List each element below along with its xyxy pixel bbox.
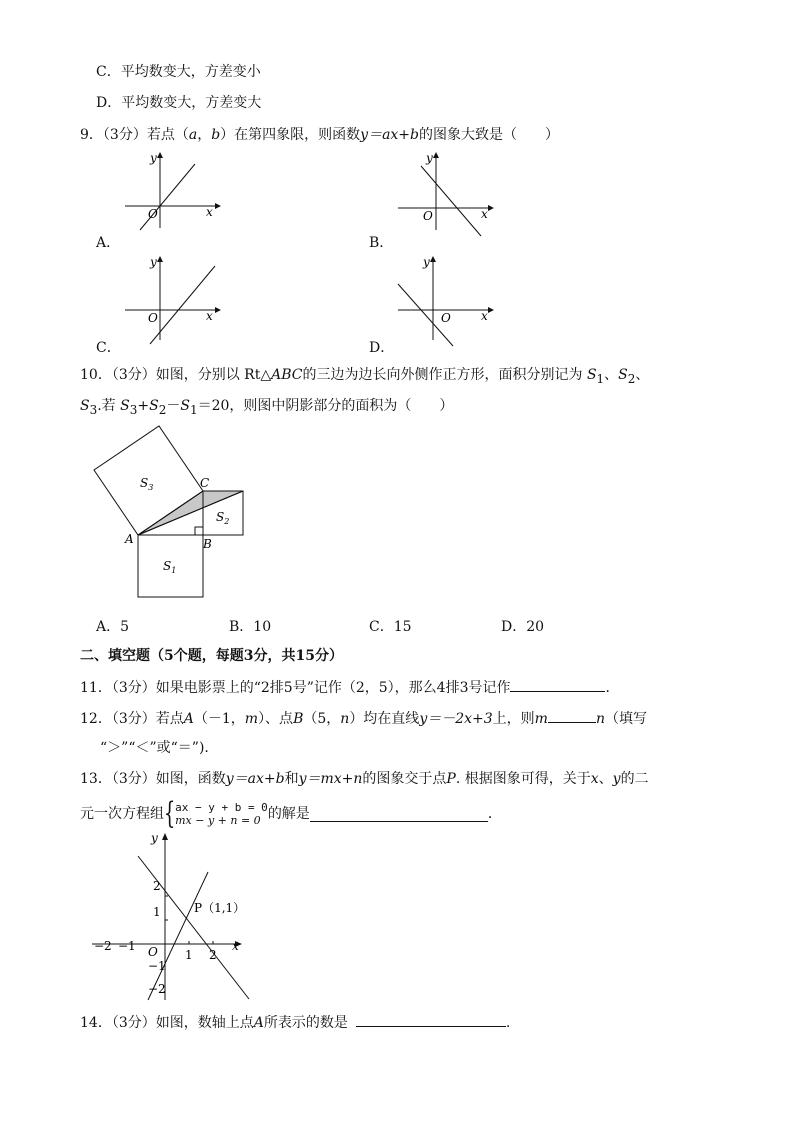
x-tick-label: 1 — [185, 948, 193, 962]
label-a: A — [125, 532, 134, 546]
q10-stem-line1: 10．（3分）如图，分别以 Rt△ABC的三边为边长向外侧作正方形，面积分别记为 $S_1$、$S_2$、 — [80, 367, 650, 386]
axis-x-label: x — [232, 939, 239, 953]
axis-y-label: y — [423, 255, 430, 269]
q9-graph-c — [120, 254, 225, 344]
q9-graph-d — [393, 254, 498, 344]
axis-x-label: x — [206, 309, 213, 323]
q8-option-c: C．平均数变大，方差变小 — [96, 64, 261, 80]
x-tick-label: −2 — [94, 939, 112, 953]
q8-option-d: D．平均数变大，方差变大 — [96, 95, 262, 111]
q10-choice-b: B．10 — [229, 619, 272, 635]
origin-label: O — [423, 209, 433, 223]
origin-label: O — [441, 311, 451, 325]
q12-stem-line2: “＞”“＜”或“＝”). — [100, 740, 209, 756]
axis-y-label: y — [151, 831, 158, 845]
axis-y-label: y — [150, 151, 157, 165]
q10-stem-line2: $S_3$.若 $S_3+S_2-S_1=20$，则图中阴影部分的面积为（ ） — [80, 398, 454, 417]
label-b: B — [203, 537, 212, 551]
axis-x-label: x — [206, 205, 213, 219]
system-brace: { — [163, 796, 176, 831]
q9-option-a-label: A． — [96, 235, 121, 251]
label-s1: $S_1$ — [163, 559, 177, 575]
axis-y-label: y — [426, 151, 433, 165]
q9-option-b-label: B． — [369, 235, 394, 251]
origin-label: O — [148, 945, 158, 959]
q9-option-c-label: C． — [96, 340, 121, 356]
axis-x-label: x — [481, 207, 488, 221]
q9-graph-b — [393, 150, 498, 230]
x-tick-label: 2 — [209, 948, 217, 962]
label-c: C — [200, 476, 210, 490]
q13-answer-blank[interactable] — [310, 807, 488, 822]
q14-answer-blank[interactable] — [356, 1012, 506, 1027]
q13-stem-line1: 13．（3分）如图，函数y＝ax+b和y＝mx+n的图象交于点P. 根据图象可得，关于x、y的二 — [80, 771, 649, 787]
equation-system: ax − y + b = 0 mx − y + n = 0 — [175, 801, 268, 827]
origin-label: O — [148, 207, 158, 221]
q11-stem: 11．（3分）如果电影票上的“2排5号”记作（2，5），那么4排3号记作 ． — [80, 677, 619, 698]
section-2-title: 二、填空题（5个题，每题3分，共15分） — [80, 648, 343, 664]
point-p-label: P（1,1） — [194, 901, 246, 915]
q14-stem: 14．（3分）如图，数轴上点A所表示的数是 . — [80, 1012, 510, 1033]
q11-answer-blank[interactable] — [510, 677, 605, 692]
y-tick-label: 2 — [153, 879, 161, 893]
y-tick-label: −2 — [148, 982, 166, 996]
axis-x-label: x — [481, 309, 488, 323]
q12-stem-line1: 12．（3分）若点A（－1，m）、点B（5，n）均在直线y＝－2x+3上，则m n（填写 — [80, 708, 647, 729]
y-tick-label: 1 — [153, 905, 161, 919]
x-tick-label: −1 — [118, 939, 136, 953]
q9-stem: 9．（3分）若点（a，b）在第四象限，则函数y＝ax+b的图象大致是（ ） — [80, 127, 559, 143]
q13-stem-line2: 元一次方程组{ ax − y + b = 0 mx − y + n = 0 的解是 ． — [80, 796, 502, 831]
q10-choice-c: C．15 — [369, 619, 412, 635]
q12-answer-blank[interactable] — [548, 708, 596, 723]
y-tick-label: −1 — [148, 959, 166, 973]
label-s2: $S_2$ — [216, 510, 230, 526]
q10-choice-a: A．5 — [96, 619, 130, 635]
q13-intersection-graph — [90, 832, 260, 1002]
q10-choice-d: D．20 — [501, 619, 545, 635]
origin-label: O — [148, 311, 158, 325]
label-s3: $S_3$ — [140, 476, 154, 492]
q9-option-d-label: D． — [369, 340, 395, 356]
axis-y-label: y — [150, 255, 157, 269]
q10-squares-figure — [90, 425, 255, 605]
q9-graph-a — [120, 150, 225, 230]
